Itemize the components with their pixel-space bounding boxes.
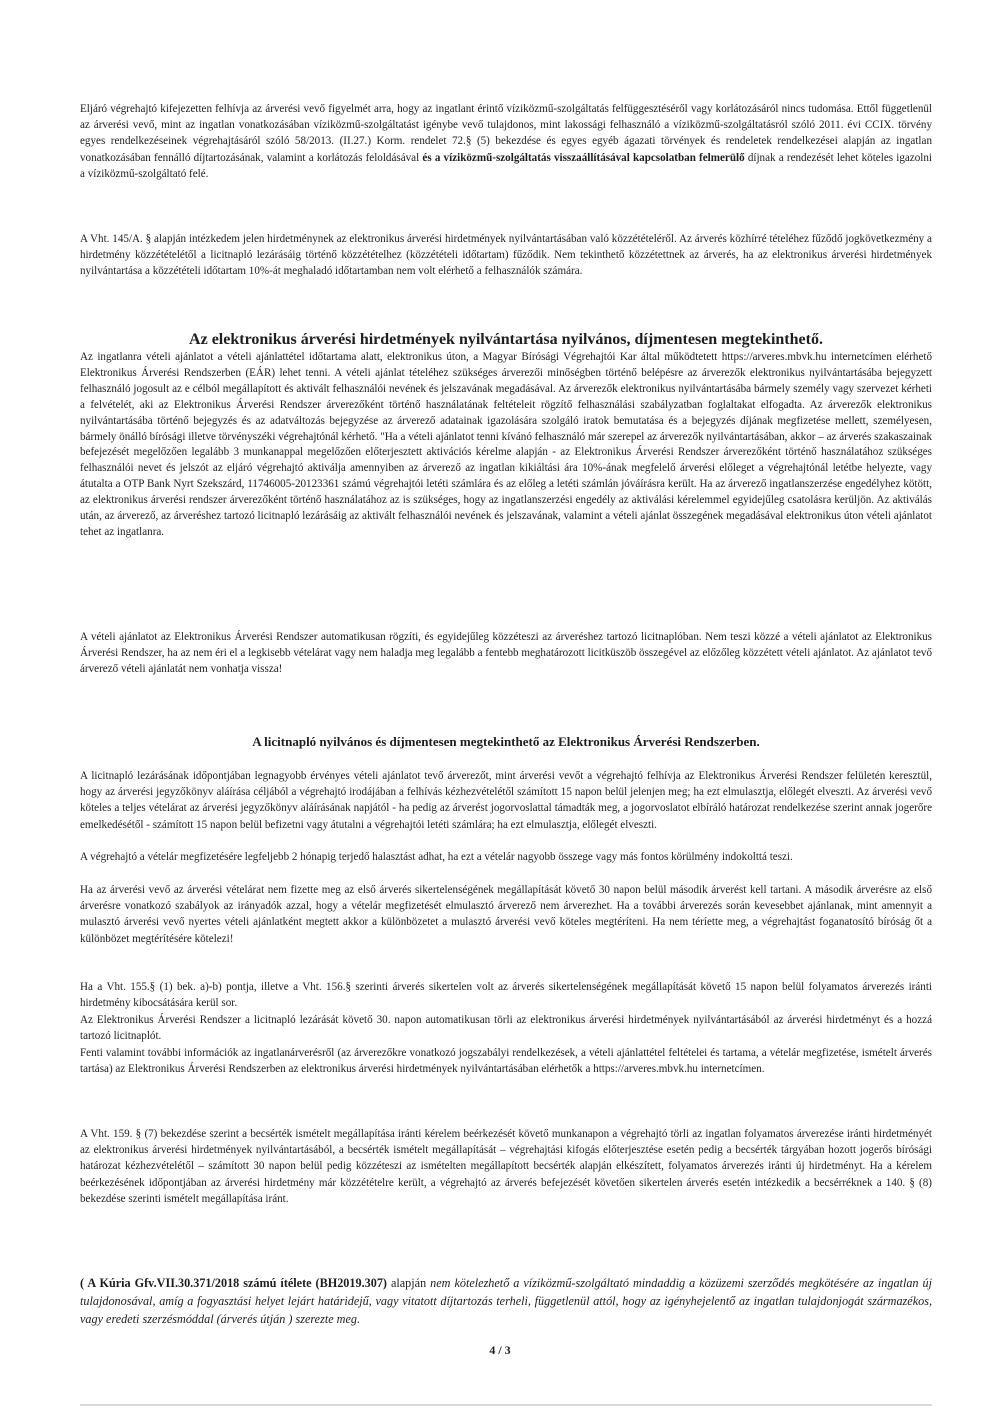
heading-registry-public: Az elektronikus árverési hirdetmények nyilvántartása nyilvános, díjmentesen megtekinthető. (189, 331, 823, 348)
heading-licitnaplo: A licitnapló nyilvános és díjmentesen megtekinthető az Elektronikus Árverési Rendszerben. (252, 734, 760, 749)
paragraph-vht-159: A Vht. 159. § (7) bekezdése szerint a becsérték ismételt megállapítása iránti kérelem beérkezését követő munkanapon a végrehajtó törli az ingatlan folyamatos árverezése iránti hirdetményét az elektronikus árverési hirdetmények nyilvántartásából, a becsérték ismételt megállapítását – végrehajtási kifogás előterjesztése esetén pedig a becsérték tárgyában hozott jogerős bírósági határozat kézhezvételétől – számított 30 napon belül pedig közzéteszi az ismételten megállapított becsérték alapján elkészített, folyamatos árverezés iránti új hirdetményt. Ha a kérelem beérkezésének időpontjában az árverési hirdetmény már közzétételre került, a végrehajtó az árverés befejezését követően sikertelen árverés esetén intézkedik a becsérréknek a 140. § (8) bekezdése szerinti ismételt megállapítása iránt. (80, 1128, 932, 1205)
utility-notice-bold: és a víziközmű-szolgáltatás visszaállításával kapcsolatban felmerülő (422, 151, 745, 164)
page-number: 4 / 3 (489, 1343, 511, 1357)
utility-notice-text: Eljáró végrehajtó kifejezetten felhívja az árverési vevő figyelmét arra, hogy az ingatlant érintő víziközmű-szolgáltatás felfüggesztéséről vagy korlátozásáról nincs tudomása. Ettől függetlenül az árverési vevő, mint az ingatlan vonatkozásában víziközmű-szolgáltatást igénybe vevő tulajdonos, mint lakossági felhasználó a víziközmű-szolgáltatásról szóló 2011. évi CCIX. törvény egyes rendelkezéseinek végrehajtásáról szóló 58/2013. (II.27.) Korm. rendelet 72.§ (5) bekezdése és egyes egyéb ágazati törvények és rendeletek rendelkezései alapján az ingatlan vonatkozásában fennálló díjtartozásának, valamint a korlátozás feloldásával (80, 103, 932, 164)
kuria-connector: alapján (386, 1276, 431, 1290)
paragraph-kuria-ruling (80, 1274, 932, 1329)
kuria-holding: nem kötelezhető a víziközmű-szolgáltató mindaddig a közüzemi szerződés megkötésére az ingatlan új tulajdonosával, amíg a fogyasztási helyet lejárt határidejű, vagy vitatott díjtartozás terheli, függetlenül attól, hogy az igényhejelentő az ingatlan tulajdonjogát származékos, vagy eredeti szerzésmóddal (árverés útján ) szerezte meg. (80, 1276, 932, 1327)
paragraph-vht-145: A Vht. 145/A. § alapján intézkedem jelen hirdetménynek az elektronikus árverési hirdetmények nyilvántartásában való közzétételéről. Az árverés közhírré tételéhez fűződő jogkövetkezmény a hirdetmény közzétételétől a licitnapló lezárásáig történő közzétételhez (közzétételi időtartam) fűződik. Nem tekinthető közzétettnek az árverés, ha az elektronikus árverési hirdetmények nyilvántartása a közzétételi időtartam 10%-át meghaladó időtartamban nem volt elérhető a felhasználók számára. (80, 233, 932, 278)
utility-notice-end: díjnak a rendezését lehet köteles igazolni a víziközmű-szolgáltató felé. (80, 151, 932, 180)
paragraph-closing: A licitnapló lezárásának időpontjában legnagyobb érvényes vételi ajánlatot tevő árverezőt, mint árverési vevőt a végrehajtó felhívja az Elektronikus Árverési Rendszer felületén keresztül, hogy az árverési jegyzőkönyv aláírása céljából a végrehajtó irodájában a felhívás kézhezvételétől számított 15 napon belül jelenjen meg; ha ezt elmulasztja, előlegét elveszti. Az árverési vevő köteles a teljes vételárat az árverési jegyzőkönyv aláírásának napjától - ha pedig az árverést jogorvoslattal támadták meg, a jogorvoslatot elbíráló határozat rendelkezése szerint annak jogerőre emelkedésétől - számított 15 napon belül befizetni vagy átutalni a végrehajtói letéti számlára; ha ezt elmulasztja, előlegét elveszti. (80, 770, 932, 831)
paragraph-bid-recording: A vételi ajánlatot az Elektronikus Árverési Rendszer automatikusan rögzíti, és egyidejűleg közzéteszi az árveréshez tartozó licitnaplóban. Nem teszi közzé a vételi ajánlatot az Elektronikus Árverési Rendszer, ha az nem éri el a legkisebb vételárat vagy nem haladja meg legalább a fentebb meghatározott licitküszöb összegével az előzőleg közzétett vételi ajánlatot. Az ajánlatot tevő árverező vételi ajánlatát nem vonhatja vissza! (80, 631, 932, 676)
paragraph-utility-notice (80, 101, 932, 182)
kuria-citation: ( A Kúria Gfv.VII.30.371/2018 számú ítélete (BH2019.307) (80, 1276, 387, 1290)
paragraph-deletion: Az Elektronikus Árverési Rendszer a licitnapló lezárását követő 30. napon automatikusan törli az elektronikus árverési hirdetmények nyilvántartásából az árverési hirdetményt és a hozzá tartozó licitnaplót. (80, 1014, 932, 1043)
paragraph-bids: Az ingatlanra vételi ajánlatot a vételi ajánlattétel időtartama alatt, elektronikus úton, a Magyar Bírósági Végrehajtói Kar által működtetett https://arveres.mbvk.hu internetcímen elérhető Elektronikus Árverési Rendszerben (EÁR) lehet tenni. A vételi ajánlat tételéhez szükséges árverezői minőségben történő belépésre az árverezők elektronikus nyilvántartásába bejegyzett felhasználó jogosult az e célból megállapított és aktivált felhasználói nevének és jelszavának megadásával. Az árverezők elektronikus nyilvántartásába bármely személy vagy szervezet kérheti a felvételét, aki az Elektronikus Árverési Rendszer árverezőként történő használatának feltételeit rögzítő felhasználási szabályzatban foglaltakat elfogadta. Az árverezők elektronikus nyilvántartásába történő bejegyzés és az adatváltozás bejegyzése az árverező adatainak igazolására szolgáló iratok bemutatása és a bejegyzés díjának megfizetése mellett, személyesen, bármely önálló bírósági illetve törvényszéki végrehajtónál kérhető. "Ha a vételi ajánlatot tenni kívánó felhasználó már szerepel az árverezők nyilvántartásában, akkor – az árverés szakaszainak befejezését megelőzően legalább 3 munkanappal megelőzően előterjesztett aktivációs kérelme alapján - az Elektronikus Árverési Rendszer árverezőként történő használatához szükséges felhasználói nevet és jelszót az eljáró végrehajtó aktiválja amennyiben az árverező az ingatlan kikiáltási ára 10%-ának megfelelő árverési előleget a végrehajtónál letétbe helyezte, vagy átutalta a OTP Bank Nyrt Szekszárd, 11746005-20123361 számú végrehajtói letéti számlára és az előleg a letéti számlán jóváírásra került. Ha az árverező ingatlanszerzése engedélyhez kötött, az elektronikus árverési rendszer árverezőként történő használatához az is szükséges, hogy az ingatlanszerzési engedély az aktiválási kérelemmel egyidejűleg csatolásra kerüljön. Az aktiválás után, az árverező, az árveréshez tartozó licitnapló lezárásáig az aktivált felhasználói nevének és jelszavának, valamint a vételi ajánlat összegének megadásával elektronikus úton vételi ajánlatot tehet az ingatlanra. (80, 351, 932, 538)
paragraph-more-info: Fenti valamint további információk az ingatlanárverésről (az árverezőkre vonatkozó jogszabályi rendelkezések, a vételi ajánlattétel feltételei és tartama, a vételár megfizetése, ismételt árverés tartása) az Elektronikus Árverési Rendszerben az elektronikus árverési hirdetmények nyilvántartásában elérhetők a https://arveres.mbvk.hu internetcímen. (80, 1047, 932, 1076)
paragraph-second-auction: Ha az árverési vevő az árverési vételárat nem fizette meg az első árverés sikertelenségének megállapítását követő 30 napon belül második árverést kell tartani. A második árverésre az első árverésre vonatkozó szabályok az irányadók azzal, hogy a vételár megfizetését elmulasztó árverező nem árverezhet. Ha a további árverezés során kevesebbet ajánlanak, mint amennyit a mulasztó árverési vevő nyertes vételi ajánlatként megtett akkor a különbözetet a mulasztó árverési vevő köteles megtéríteni. Ha nem téríette meg, a végrehajtást foganatosító bíróság őt a különbözet megtérítésére kötelezi! (80, 884, 932, 945)
scan-edge-line (80, 1404, 932, 1406)
paragraph-vht-155: Ha a Vht. 155.§ (1) bek. a)-b) pontja, illetve a Vht. 156.§ szerinti árverés sikertelen volt az árverés sikertelenségének megállapítását követő 15 napon belül folyamatos árverezés iránti hirdetmény kibocsátására kerül sor. (80, 981, 932, 1010)
paragraph-payment-deadline: A végrehajtó a vételár megfizetésére legfeljebb 2 hónapig terjedő halasztást adhat, ha ezt a vételár nagyobb összege vagy más fontos körülmény indokolttá teszi. (80, 851, 793, 863)
